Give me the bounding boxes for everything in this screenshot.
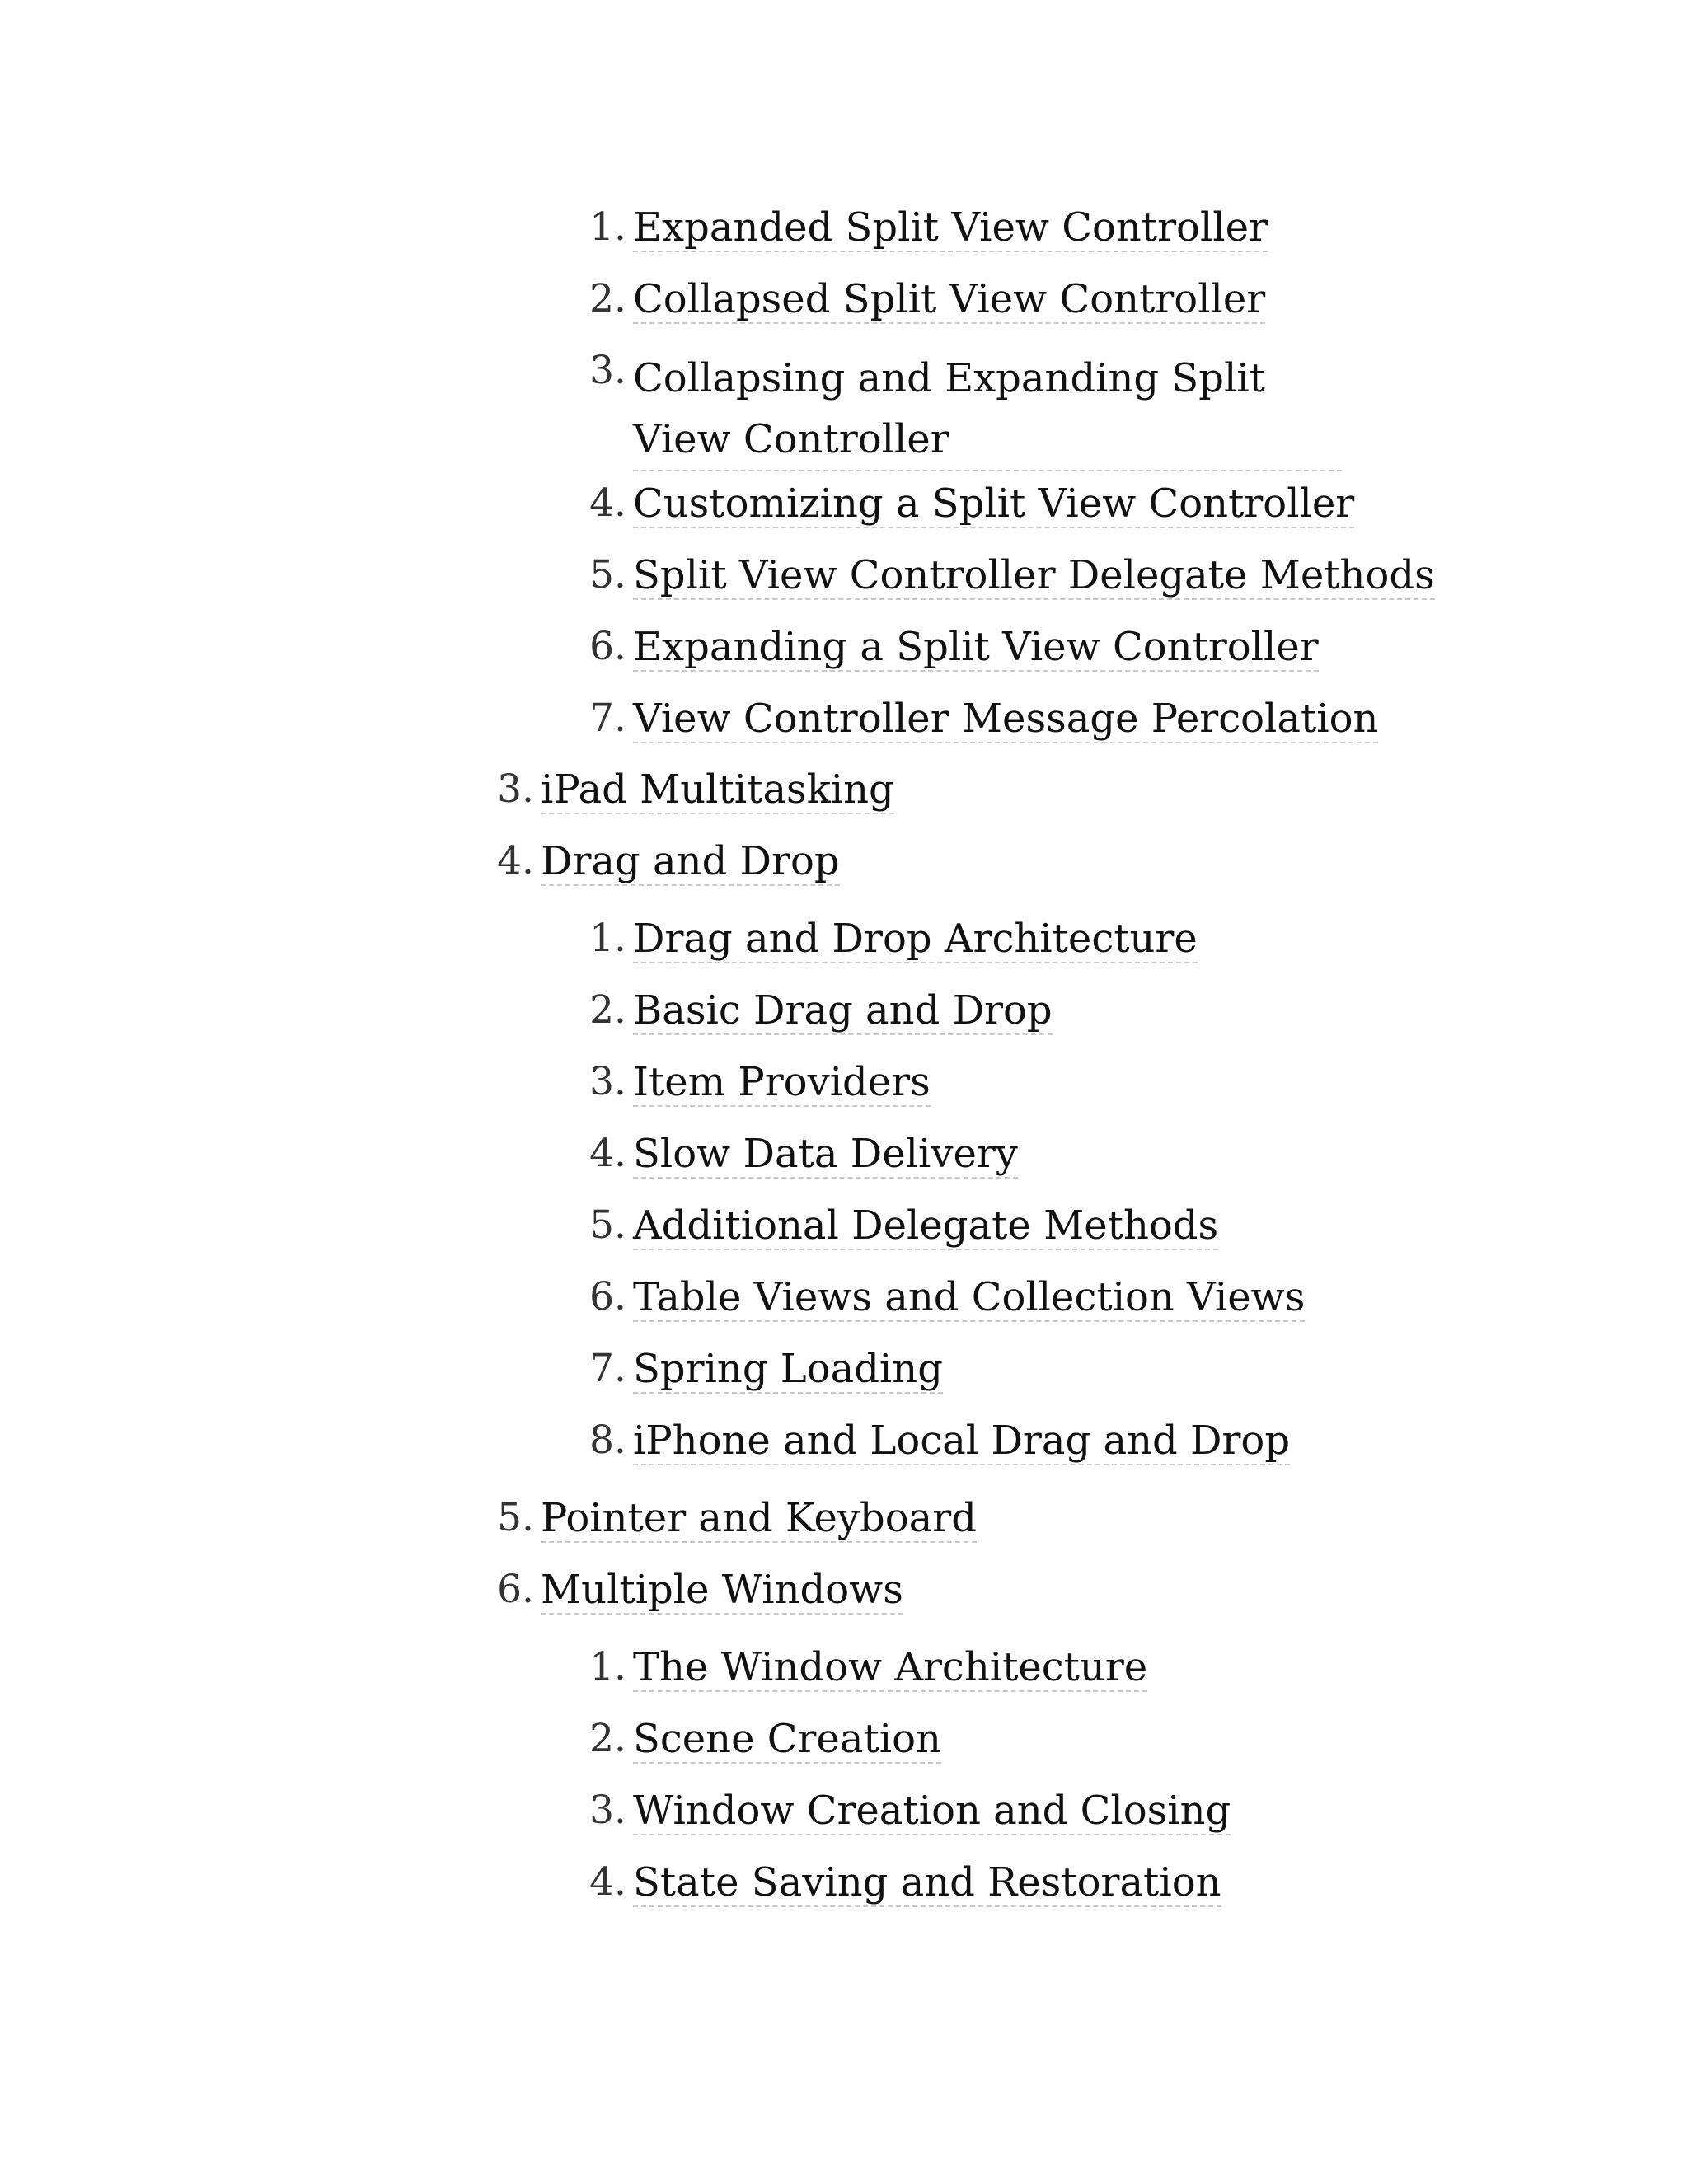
toc-entry-number: 5. bbox=[589, 1202, 626, 1248]
toc-entry-link[interactable]: Pointer and Keyboard bbox=[541, 1492, 977, 1543]
toc-entry-link[interactable]: Basic Drag and Drop bbox=[633, 984, 1053, 1035]
toc-entry-link[interactable]: Customizing a Split View Controller bbox=[633, 477, 1354, 528]
toc-entry-link[interactable]: Window Creation and Closing bbox=[633, 1784, 1231, 1835]
toc-entry-link[interactable]: Split View Controller Delegate Methods bbox=[633, 549, 1435, 600]
toc-entry-number: 4. bbox=[589, 1859, 626, 1905]
toc-entry-link[interactable]: Drag and Drop Architecture bbox=[633, 912, 1198, 963]
toc-entry-link[interactable]: State Saving and Restoration bbox=[633, 1856, 1221, 1907]
toc-entry-number: 7. bbox=[589, 696, 626, 741]
toc-entry-number: 2. bbox=[589, 1716, 626, 1761]
toc-entry-number: 3. bbox=[497, 766, 534, 812]
toc-entry-number: 2. bbox=[589, 276, 626, 321]
toc-entry-link[interactable]: iPhone and Local Drag and Drop bbox=[633, 1414, 1290, 1465]
toc-entry-link[interactable]: Table Views and Collection Views bbox=[633, 1271, 1305, 1322]
toc-entry-number: 4. bbox=[589, 1131, 626, 1176]
toc-entry-number: 6. bbox=[589, 1274, 626, 1319]
toc-entry-link[interactable]: Spring Loading bbox=[633, 1343, 943, 1394]
toc-entry-link[interactable]: Collapsed Split View Controller bbox=[633, 273, 1265, 324]
toc-entry-link[interactable]: Collapsing and Expanding Split View Controller bbox=[633, 344, 1342, 471]
toc-entry-link[interactable]: Item Providers bbox=[633, 1056, 931, 1107]
toc-entry-number: 4. bbox=[497, 838, 534, 883]
toc-entry-link[interactable]: Scene Creation bbox=[633, 1713, 941, 1764]
toc-entry-number: 3. bbox=[589, 1059, 626, 1104]
toc-entry-link[interactable]: The Window Architecture bbox=[633, 1641, 1147, 1692]
toc-entry-number: 6. bbox=[497, 1567, 534, 1612]
toc-entry-link[interactable]: Drag and Drop bbox=[541, 835, 840, 886]
toc-entry-link[interactable]: Slow Data Delivery bbox=[633, 1127, 1018, 1179]
toc-entry-link[interactable]: View Controller Message Percolation bbox=[633, 692, 1378, 743]
toc-entry-link[interactable]: Additional Delegate Methods bbox=[633, 1199, 1218, 1250]
toc-entry-link[interactable]: Expanded Split View Controller bbox=[633, 201, 1268, 252]
toc-entry-number: 1. bbox=[589, 1644, 626, 1690]
toc-entry-number: 2. bbox=[589, 987, 626, 1033]
toc-entry-number: 5. bbox=[589, 552, 626, 598]
toc-entry-number: 8. bbox=[589, 1418, 626, 1463]
toc-entry-link[interactable]: Expanding a Split View Controller bbox=[633, 621, 1319, 672]
toc-entry-number: 1. bbox=[589, 204, 626, 250]
toc-entry-number: 3. bbox=[589, 1788, 626, 1833]
toc-entry-number: 7. bbox=[589, 1346, 626, 1391]
toc-entry-number: 1. bbox=[589, 916, 626, 961]
toc-entry-number: 4. bbox=[589, 480, 626, 526]
toc-entry-number: 3. bbox=[589, 348, 626, 393]
toc-entry-number: 6. bbox=[589, 624, 626, 669]
toc-entry-link[interactable]: iPad Multitasking bbox=[541, 763, 894, 814]
toc-entry-number: 5. bbox=[497, 1495, 534, 1540]
toc-entry-link[interactable]: Multiple Windows bbox=[541, 1563, 903, 1615]
